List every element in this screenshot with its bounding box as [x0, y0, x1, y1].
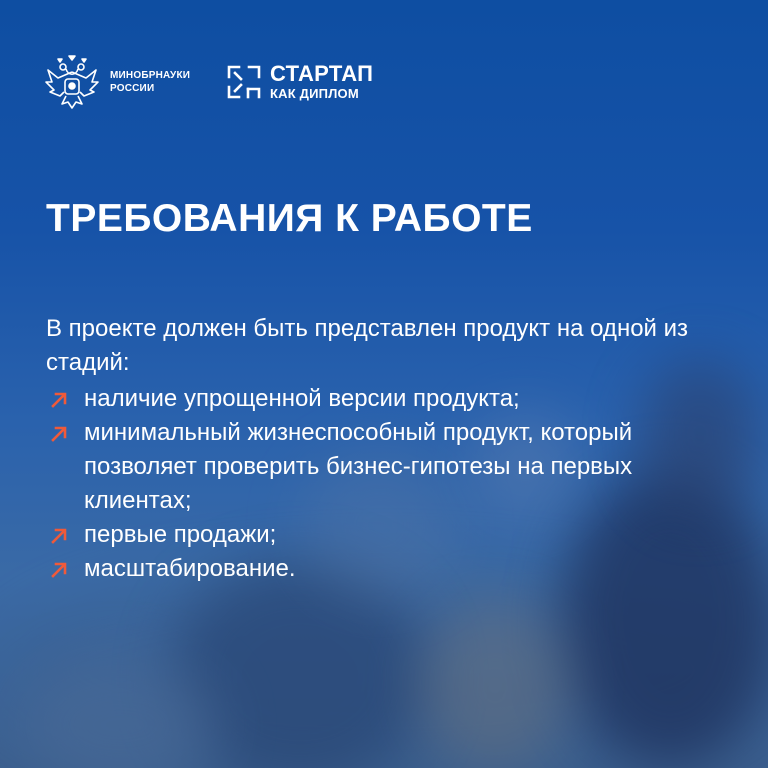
header: [44, 52, 373, 112]
arrow-up-right-icon: [50, 425, 68, 443]
list-item: [46, 416, 736, 518]
ministry-name: [110, 69, 206, 95]
background-photo-blur: [420, 600, 570, 768]
ministry-line: РОССИИ: [110, 83, 155, 94]
arrow-up-right-icon: [50, 561, 68, 579]
coat-of-arms-icon: [44, 52, 100, 112]
arrow-up-right-icon: [50, 391, 68, 409]
arrow-up-right-icon: [50, 527, 68, 545]
requirements-list: [46, 382, 736, 586]
startup-bracket-icon: [226, 64, 262, 100]
list-item-text: минимальный жизнеспособный продукт, который позволяет проверить бизнес-гипотезы на первых клиентах;: [84, 419, 633, 514]
startup-subtitle: КАК ДИПЛОМ: [270, 86, 359, 101]
list-item: [46, 552, 736, 586]
startup-logo-text: [270, 63, 373, 101]
intro-text: В проекте должен быть представлен продукт на одной из стадий:: [46, 315, 689, 376]
list-item-text: наличие упрощенной версии продукта;: [84, 385, 520, 412]
list-item: [46, 382, 736, 416]
requirements-content: [46, 312, 736, 586]
startup-title: СТАРТАП: [270, 61, 374, 86]
list-item-text: первые продажи;: [84, 521, 277, 548]
startup-logo: [226, 63, 373, 101]
list-item-text: масштабирование.: [84, 555, 296, 582]
page-title: ТРЕБОВАНИЯ К РАБОТЕ: [46, 197, 533, 240]
list-item: [46, 518, 736, 552]
ministry-line: МИНОБРНАУКИ: [110, 70, 191, 81]
